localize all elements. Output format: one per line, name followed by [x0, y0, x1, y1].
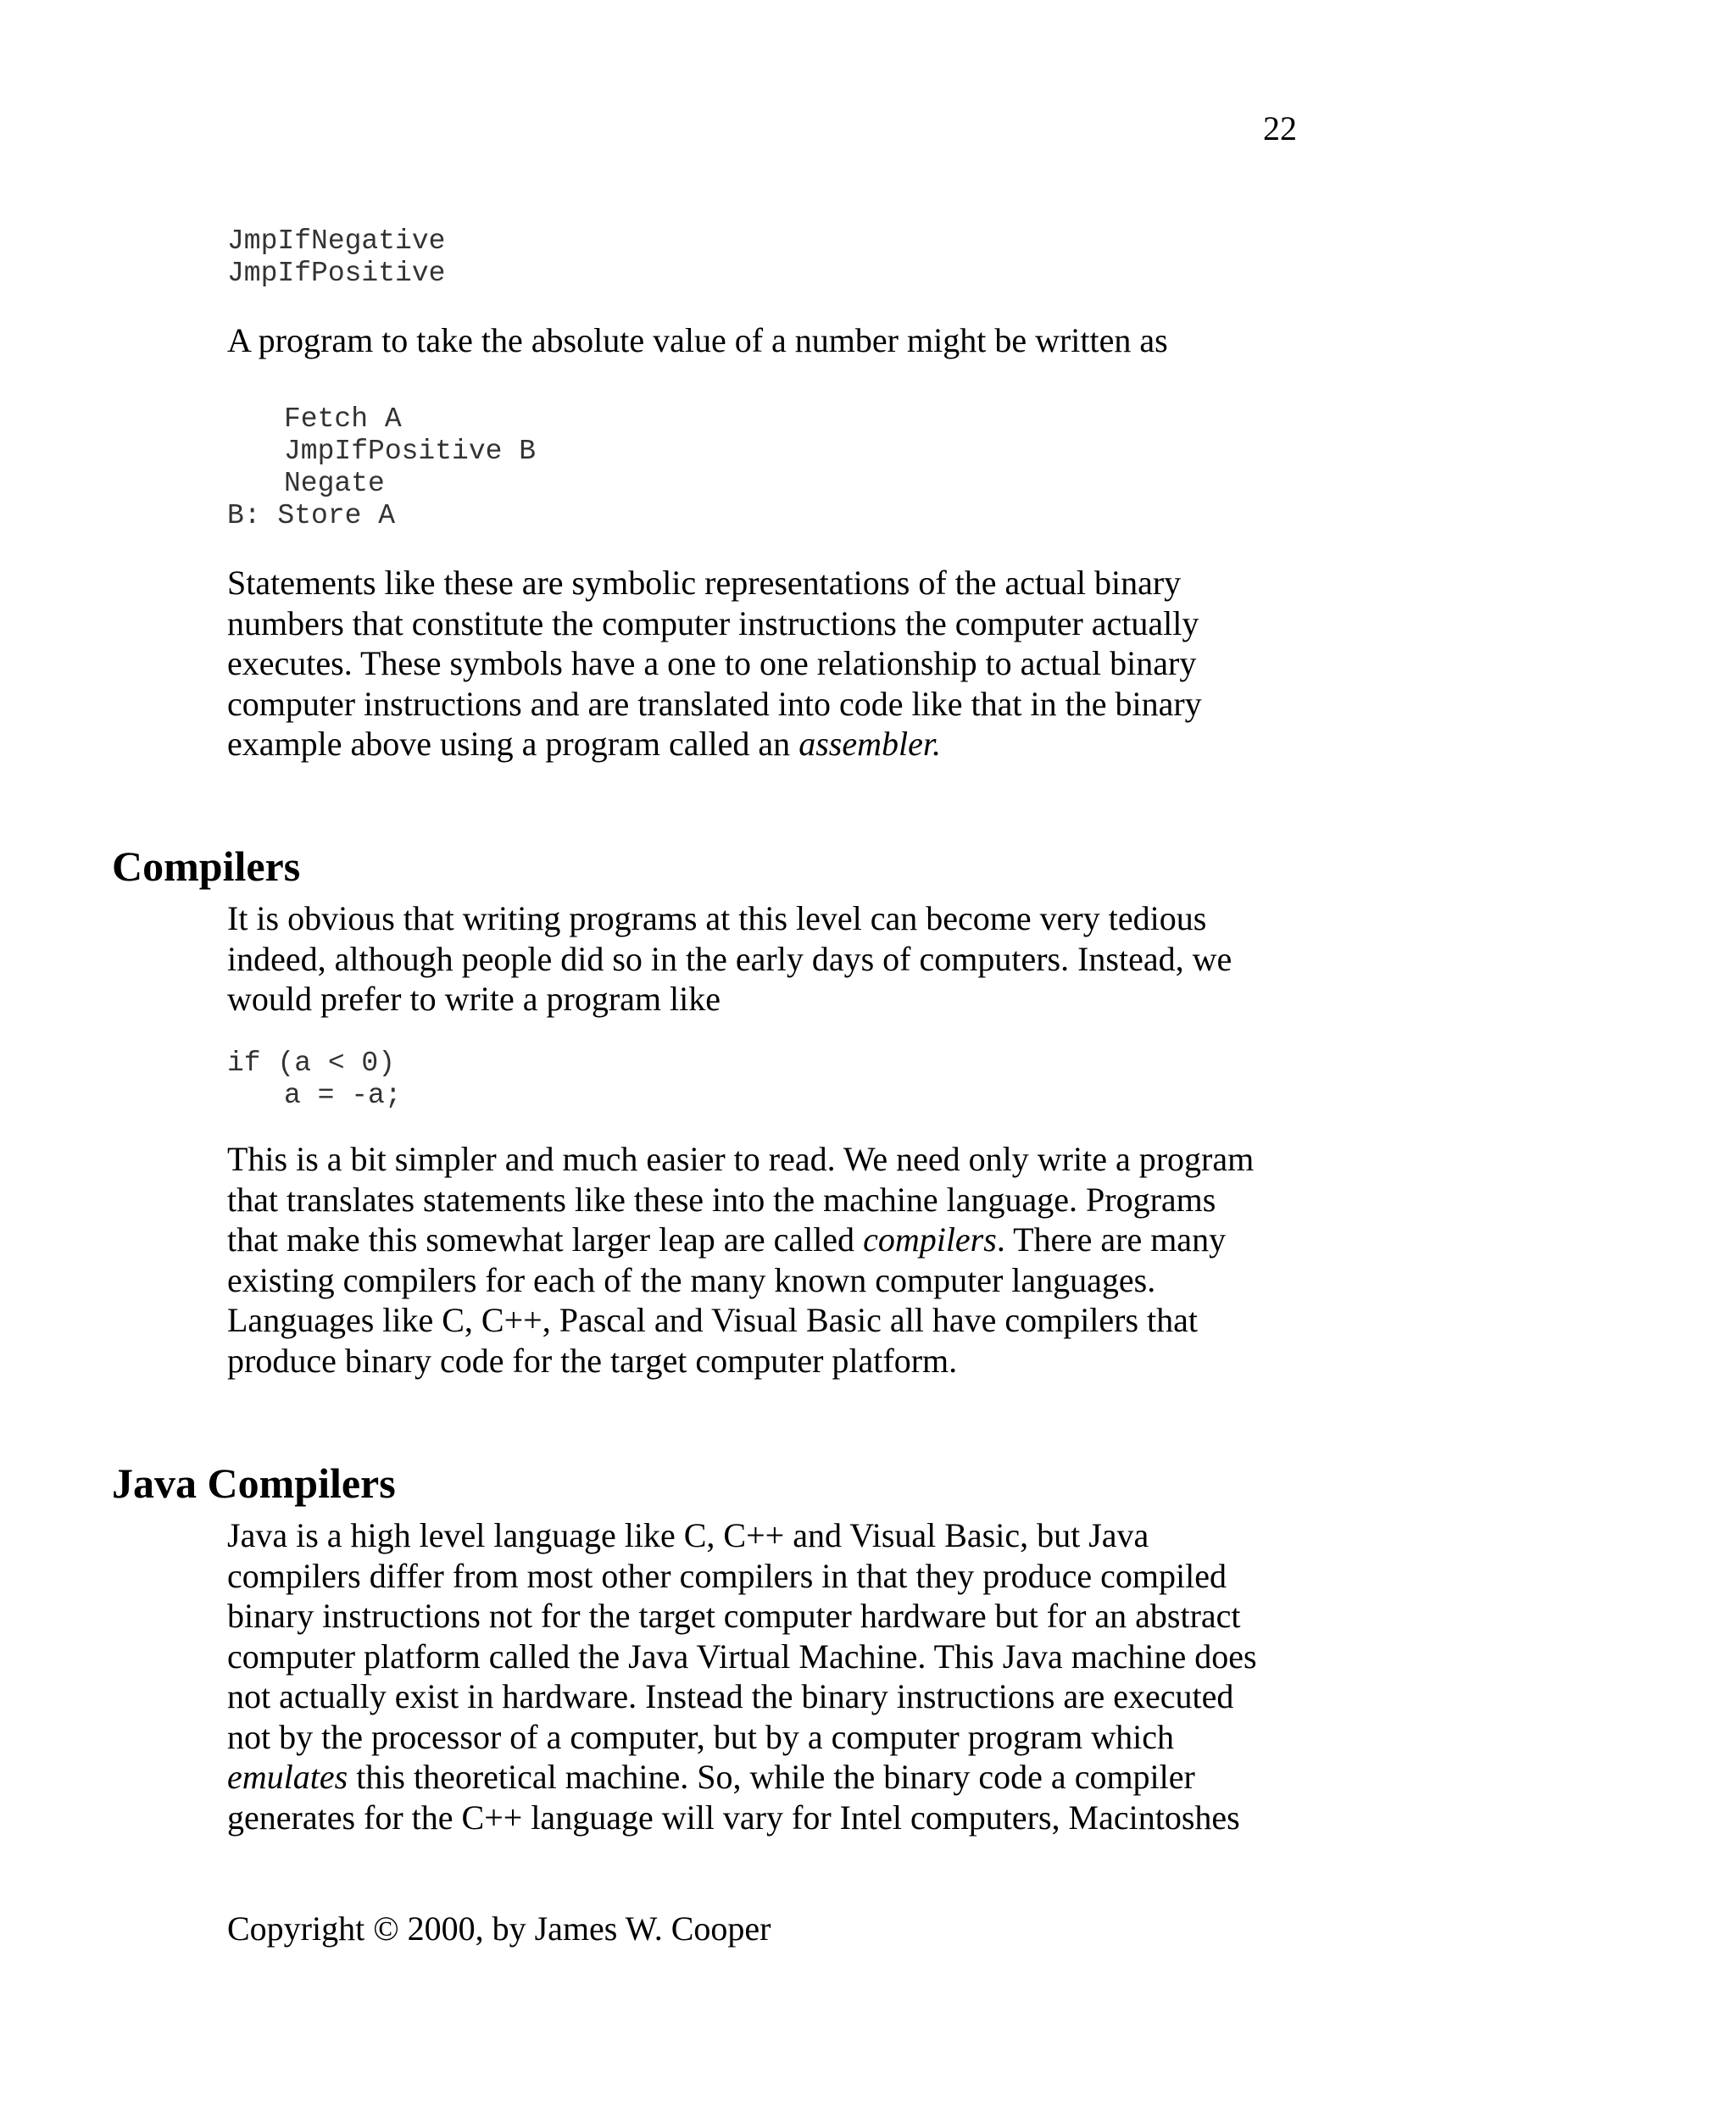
section-heading-compilers: Compilers: [112, 842, 301, 890]
code-line: Negate: [284, 468, 385, 499]
code-line: JmpIfNegative: [227, 225, 446, 257]
paragraph-intro: A program to take the absolute value of a number might be written as: [227, 321, 1168, 359]
code-label: B:: [227, 500, 278, 531]
code-line: if (a < 0): [227, 1048, 396, 1079]
paragraph-tedious: It is obvious that writing programs at this level can become very tedious indeed, although people did so in the early days of computers. Instead, we would prefer to write a program like: [227, 899, 1232, 1018]
code-line: B: Store A: [227, 500, 396, 531]
copyright-footer: Copyright © 2000, by James W. Cooper: [227, 1909, 771, 1948]
term-compilers: compilers: [863, 1220, 997, 1259]
code-block-jump-instructions: [227, 225, 445, 290]
section-heading-java-compilers: Java Compilers: [112, 1459, 396, 1507]
code-line: JmpIfPositive: [227, 258, 446, 289]
code-line: a = -a;: [284, 1080, 402, 1111]
term-emulates: emulates: [227, 1758, 348, 1796]
code-line: JmpIfPositive B: [284, 436, 537, 467]
code-block-if-statement: [227, 1048, 402, 1112]
term-assembler: assembler.: [798, 725, 941, 763]
paragraph-java: Java is a high level language like C, C++ and Visual Basic, but Java compilers differ from most other compilers in that they produce compiled binary instructions not for the target computer hardware but for an abstract computer platform called the Java Virtual Machine. This Java machine does not actually exist in hardware. Instead the binary instructions are executed not by the processor of a computer, but by a computer program which emulates this theoretical machine. So, while the binary code a compiler generates for the C++ language will vary for Intel computers, Macintoshes: [227, 1516, 1257, 1837]
code-block-absolute-value: [227, 403, 536, 532]
paragraph-compilers: This is a bit simpler and much easier to read. We need only write a program that translates statements like these into the machine language. Programs that make this somewhat larger leap are called compilers. There are many existing compilers for each of the many known computer languages. Languages like C, C++, Pascal and Visual Basic all have compilers that produce binary code for the target computer platform.: [227, 1140, 1255, 1380]
paragraph-assembler: Statements like these are symbolic representations of the actual binary numbers that constitute the computer instructions the computer actually executes. These symbols have a one to one relationship to actual binary computer instructions and are translated into code like that in the binary example above using a program called an assembler.: [227, 564, 1202, 763]
code-line: Fetch A: [284, 403, 402, 435]
page-number: 22: [1263, 109, 1297, 147]
